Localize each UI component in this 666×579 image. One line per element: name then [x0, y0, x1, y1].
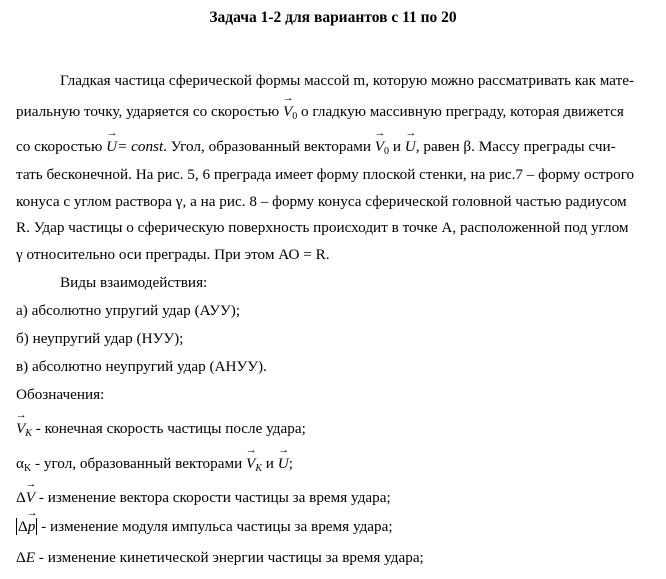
notation-header: Обозначения: — [16, 386, 105, 403]
paragraph-line-7: γ относительно оси преграды. При этом АО = R. — [16, 246, 330, 263]
notation-delta-p: Δ→ p - изменение модуля импульса частицы за время удара; — [16, 518, 393, 536]
paragraph-line-5: конуса с углом раствора γ, а на рис. 8 – форму конуса сферической головной частью радиусом — [16, 193, 627, 210]
interaction-item-b: б) неупругий удар (НУУ); — [16, 330, 184, 347]
vector-v0: → V — [283, 103, 292, 121]
notation-delta-e: ΔE - изменение кинетической энергии частицы за время удара; — [16, 549, 424, 566]
interaction-item-c: в) абсолютно неупругий удар (АНУУ). — [16, 358, 267, 375]
abs-delta-p: Δ→ p — [16, 518, 37, 535]
vector-v: → V — [26, 489, 35, 507]
vector-p: → p — [28, 518, 36, 536]
paragraph-line-6: R. Удар частицы о сферическую поверхность происходит в точке А, расположенной под углом — [16, 219, 629, 236]
paragraph-line-2: риальную точку, ударяется со скоростью → $V_0$ о гладкую массивную преграду, которая движется — [16, 103, 624, 122]
paragraph-line-3: со скоростью → U= const. Угол, образованный векторами → $V_0$ и → U, равен β. Массу преграды счи- — [16, 138, 616, 157]
vector-u: → U — [106, 138, 117, 156]
problem-title: Задача 1-2 для вариантов с 11 по 20 — [209, 9, 457, 26]
paragraph-line-1: Гладкая частица сферической формы массой m, которую можно рассматривать как мате- — [60, 72, 635, 89]
vector-v0: → V — [375, 138, 384, 156]
vector-u: → U — [278, 455, 289, 473]
vector-vk: → V — [246, 455, 255, 473]
paragraph-line-4: тать бесконечной. На рис. 5, 6 преграда имеет форму плоской стенки, на рис.7 – форму острого — [16, 166, 635, 183]
interaction-header: Виды взаимодействия: — [60, 274, 208, 291]
vector-vk: → V — [16, 420, 25, 438]
notation-vk: → VK - конечная скорость частицы после удара; — [16, 420, 306, 439]
interaction-item-a: а) абсолютно упругий удар (АУУ); — [16, 302, 241, 319]
vector-u: → U — [405, 138, 416, 156]
notation-alpha: $\alpha_K$ - угол, образованный векторами → VK и → U; — [16, 455, 293, 474]
notation-delta-v: Δ→ V - изменение вектора скорости частицы за время удара; — [16, 489, 391, 507]
